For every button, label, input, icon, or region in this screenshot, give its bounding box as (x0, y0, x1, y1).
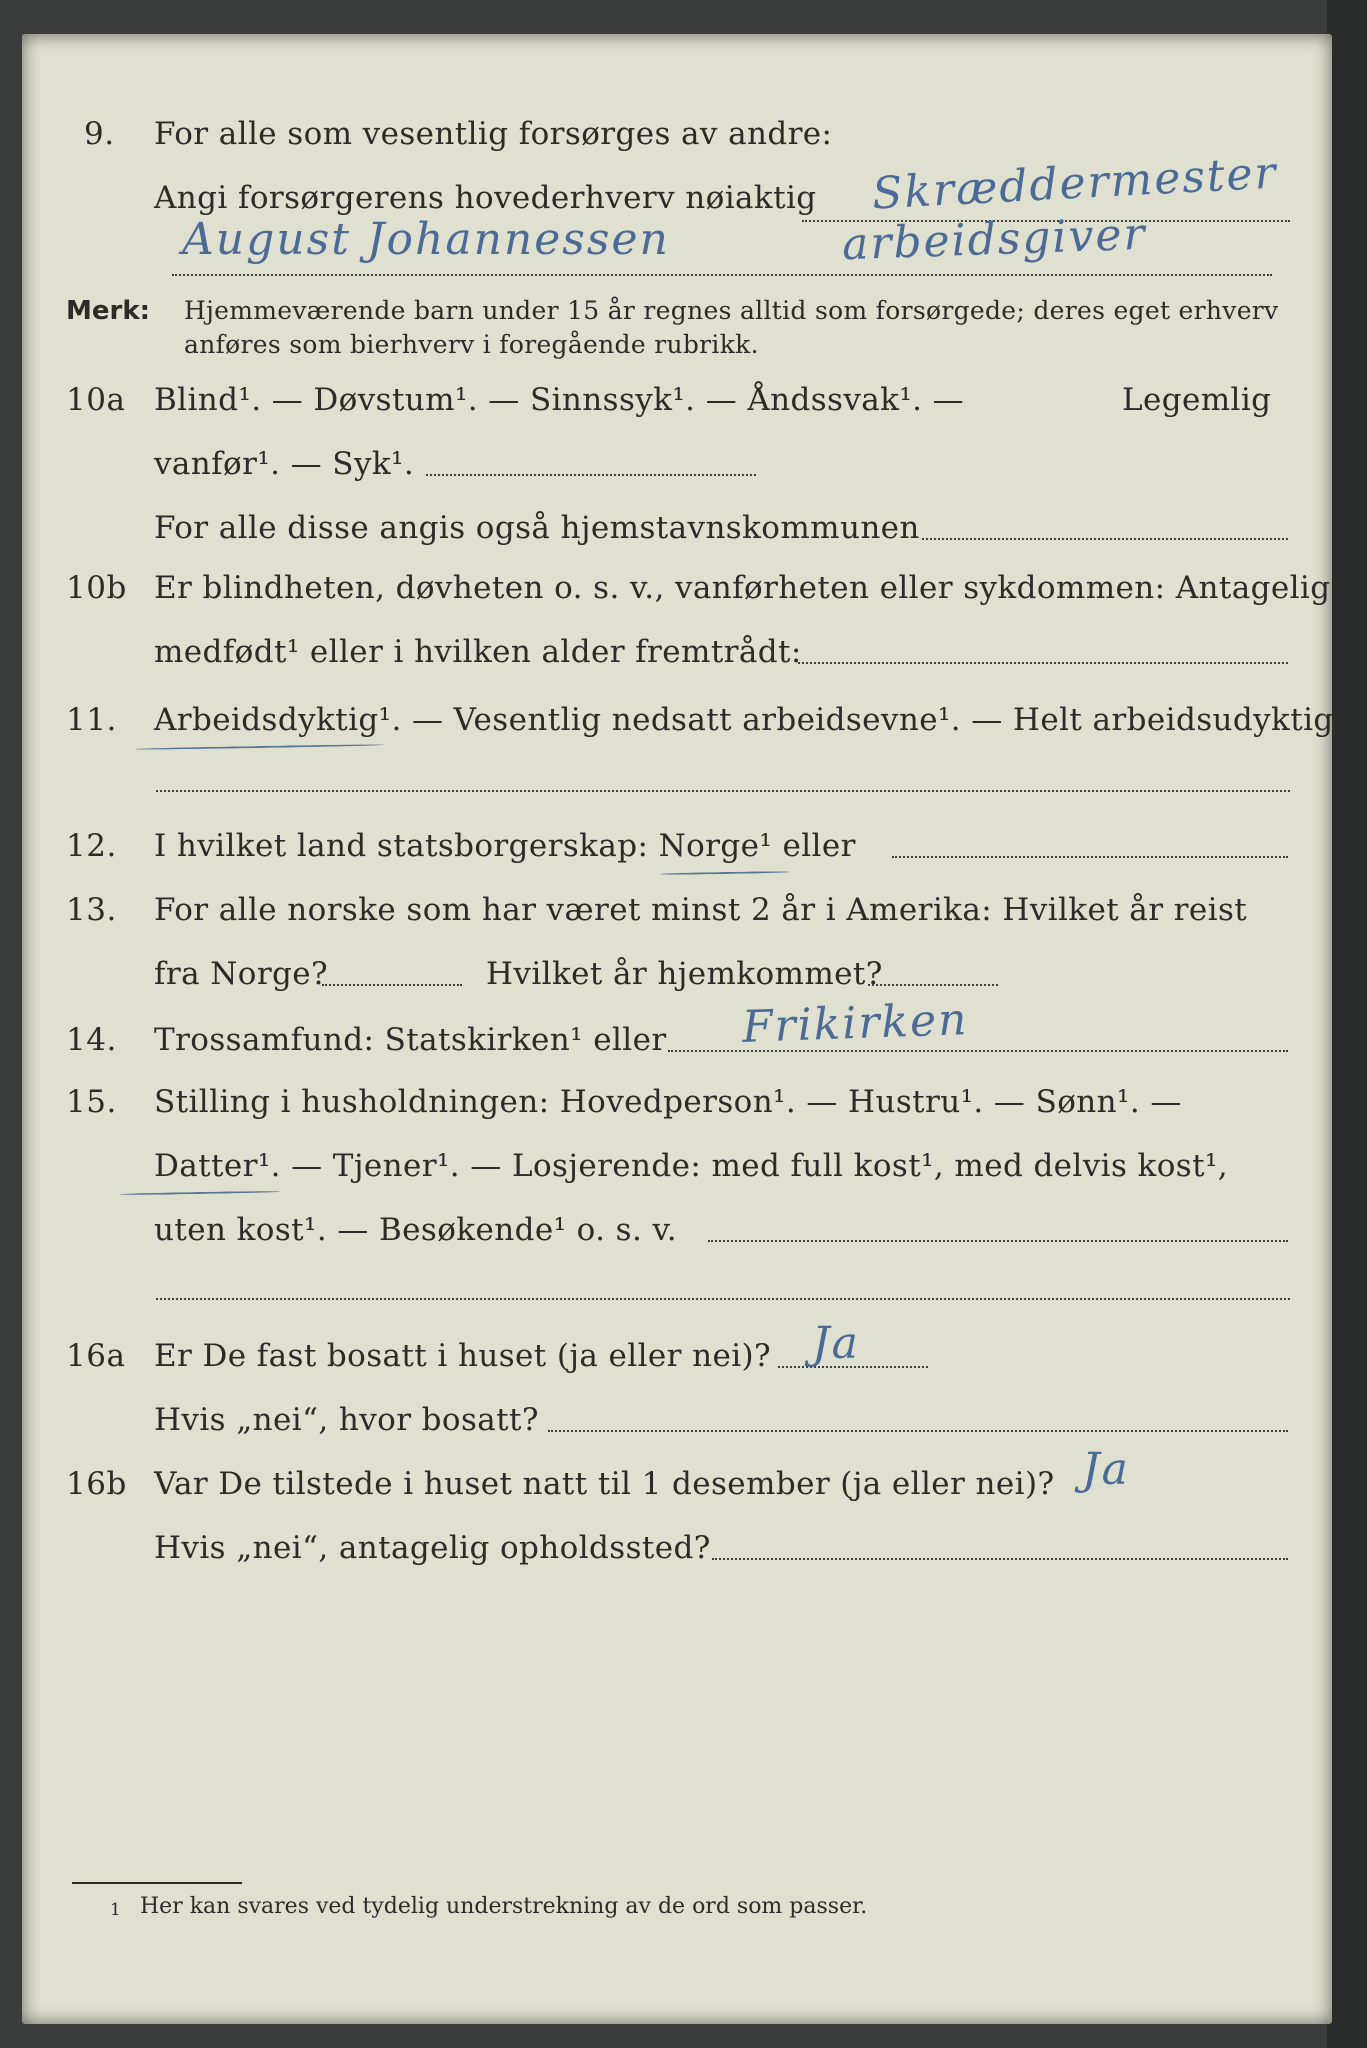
note-text: anføres som bierhverv i foregående rubrikk. (184, 330, 759, 359)
footnote-text: Her kan svares ved tydelig understrekning av de ord som passer. (140, 1894, 868, 1919)
handwritten-answer: Ja (812, 1318, 860, 1369)
answer-line (892, 856, 1288, 858)
question-text: For alle norske som har været minst 2 år i Amerika: Hvilket år reist (154, 892, 1248, 928)
answer-line (708, 1240, 1288, 1242)
footnote-mark: 1 (110, 1900, 121, 1920)
question-number: 9. (84, 116, 115, 152)
answer-line (426, 474, 756, 476)
answer-line (868, 984, 998, 986)
question-number: 11. (66, 702, 117, 738)
question-text: Er blindheten, døvheten o. s. v., vanførheten eller sykdommen: Antagelig (154, 570, 1331, 606)
question-text: Angi forsørgerens hovederhverv nøiaktig (154, 180, 817, 216)
question-number: 15. (66, 1084, 117, 1120)
handwritten-underline (660, 871, 790, 875)
answer-line (548, 1430, 1288, 1432)
question-text: medfødt¹ eller i hvilken alder fremtrådt: (154, 634, 802, 670)
question-text: Datter¹. — Tjener¹. — Losjerende: med full kost¹, med delvis kost¹, (154, 1148, 1229, 1184)
answer-line (156, 790, 1290, 792)
question-number: 16a (66, 1338, 126, 1374)
question-text: I hvilket land statsborgerskap: Norge¹ eller (154, 828, 856, 864)
question-text: vanfør¹. — Syk¹. (154, 446, 415, 482)
question-number: 12. (66, 828, 117, 864)
answer-line (322, 984, 462, 986)
footnote-rule (72, 1882, 242, 1884)
question-text: uten kost¹. — Besøkende¹ o. s. v. (154, 1212, 677, 1248)
question-text: Hvis „nei“, antagelig opholdssted? (154, 1530, 711, 1566)
question-number: 16b (66, 1466, 127, 1502)
question-text: Stilling i husholdningen: Hovedperson¹. — Hustru¹. — Sønn¹. — (154, 1084, 1182, 1120)
question-number: 14. (66, 1022, 117, 1058)
question-text: Er De fast bosatt i huset (ja eller nei)? (154, 1338, 772, 1374)
note-label: Merk: (66, 296, 151, 326)
question-text: Hvis „nei“, hvor bosatt? (154, 1402, 539, 1438)
question-number: 13. (66, 892, 117, 928)
question-text: Var De tilstede i huset natt til 1 desember (ja eller nei)? (154, 1466, 1055, 1502)
question-text: Trossamfund: Statskirken¹ eller (154, 1022, 667, 1058)
handwritten-answer: Ja (1082, 1444, 1130, 1495)
handwritten-answer: Skræddermester (870, 147, 1279, 220)
handwritten-underline (120, 1191, 280, 1196)
question-text: Legemlig (1122, 382, 1272, 418)
note-text: Hjemmeværende barn under 15 år regnes alltid som forsørgede; deres eget erhverv (184, 296, 1279, 325)
scan-frame-edge (1327, 0, 1367, 2048)
question-number: 10a (66, 382, 126, 418)
question-text: Hvilket år hjemkommet? (486, 956, 883, 992)
question-text: For alle som vesentlig forsørges av andre: (154, 116, 833, 152)
answer-line (922, 538, 1288, 540)
answer-line (712, 1558, 1288, 1560)
handwritten-answer: arbeidsgiver (841, 208, 1148, 271)
question-number: 10b (66, 570, 127, 606)
census-form-page (22, 34, 1357, 2024)
handwritten-underline (134, 744, 384, 750)
question-text: Arbeidsdyktig¹. — Vesentlig nedsatt arbeidsevne¹. — Helt arbeidsudyktig¹. (154, 702, 1357, 738)
answer-line (172, 274, 1272, 276)
question-text: For alle disse angis også hjemstavnskommunen (154, 510, 920, 546)
question-text: fra Norge? (154, 956, 329, 992)
handwritten-answer: Frikirken (741, 994, 970, 1053)
handwritten-answer: August Johannessen (182, 214, 670, 265)
answer-line (156, 1298, 1290, 1300)
question-text: Blind¹. — Døvstum¹. — Sinnssyk¹. — Åndssvak¹. — (154, 382, 965, 418)
answer-line (798, 662, 1288, 664)
